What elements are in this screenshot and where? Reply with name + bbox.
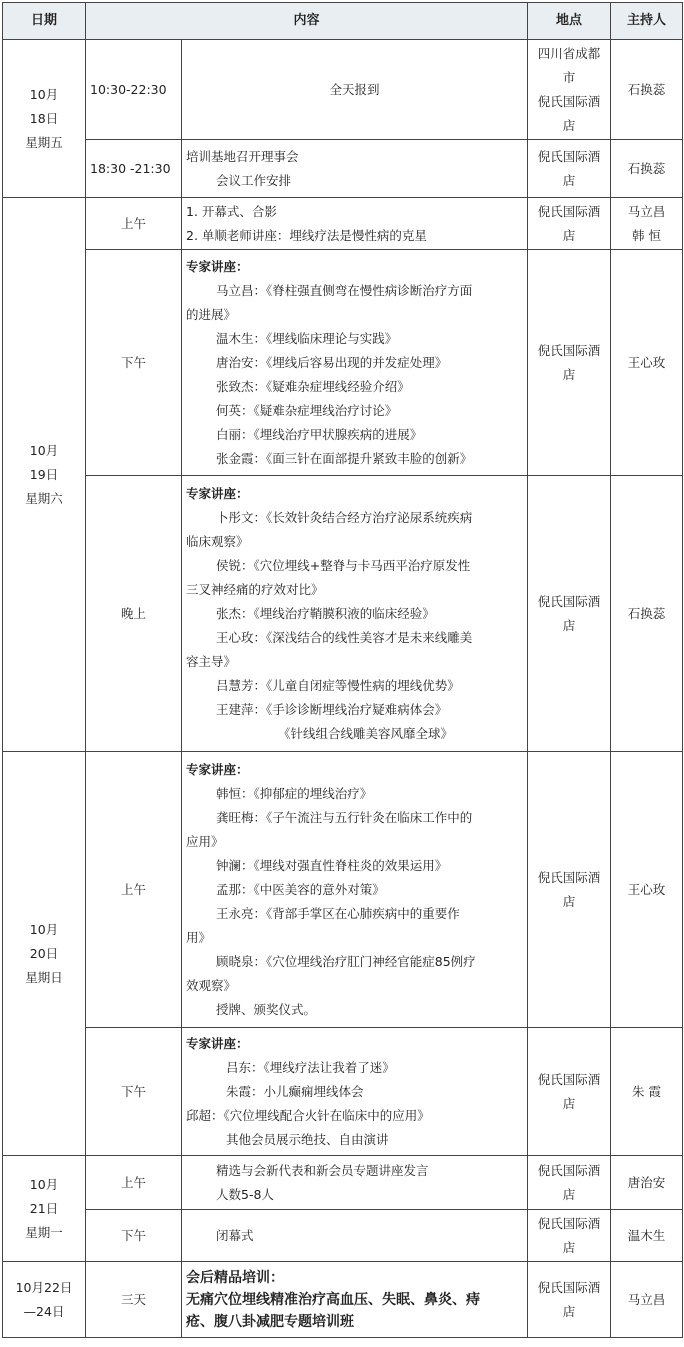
day1-row1-time: 10:30-22:30: [86, 40, 182, 140]
day1-row1-host: 石换蕊: [611, 40, 683, 140]
day1-row1-content: 全天报到: [182, 40, 528, 140]
day2-afternoon-location: 倪氏国际酒 店: [528, 250, 611, 476]
day3-afternoon-content: 专家讲座： 吕东：《埋线疗法让我着了迷》 朱霞：小儿癫痫埋线体会 邱超：《穴位埋线配合火针在临床中的应用》 其他会员展示绝技、自由演讲: [182, 1028, 528, 1156]
day2-afternoon-slot: 下午: [86, 250, 182, 476]
day4-afternoon-location: 倪氏国际酒 店: [528, 1210, 611, 1262]
day3-morning-row: [3, 752, 683, 1028]
day3-date: 10月 20日 星期日: [3, 752, 86, 1156]
day1-row2-content: 培训基地召开理事会 会议工作安排: [182, 140, 528, 198]
day3-afternoon-host: 朱 霞: [611, 1028, 683, 1156]
final-host: 马立昌: [611, 1262, 683, 1338]
day4-afternoon-host: 温木生: [611, 1210, 683, 1262]
header-row: [3, 3, 683, 40]
day4-afternoon-content: 闭幕式: [182, 1210, 528, 1262]
day2-morning-location: 倪氏国际酒 店: [528, 198, 611, 250]
day2-evening-content: 专家讲座： 卜彤文：《长效针灸结合经方治疗泌尿系统疾病 临床观察》 侯锐：《穴位埋线+整脊与卡马西平治疗原发性 三叉神经痛的疗效对比》 张杰：《埋线治疗鞘膜积液的临床经验》 王心玫：《深浅结合的线性美容才是未来线雕美 容主导》 吕慧芳：《儿童自闭症等慢性病的埋线优势》 王建萍：《手诊诊断埋线治疗疑难病体会》 《针线组合线雕美容风靡全球》: [182, 476, 528, 752]
header-host: 主持人: [611, 3, 683, 40]
day3-morning-content: 专家讲座： 韩恒：《抑郁症的埋线治疗》 龚旺梅：《子午流注与五行针灸在临床工作中的 应用》 钟澜：《埋线对强直性脊柱炎的效果运用》 孟那：《中医美容的意外对策》 王永亮：《背部手掌区在心肺疾病中的重要作 用》 顾晓泉：《穴位埋线治疗肛门神经官能症85例疗 效观察》 授牌、颁奖仪式。: [182, 752, 528, 1028]
header-content: 内容: [86, 3, 528, 40]
day3-afternoon-row: [3, 1028, 683, 1156]
day4-morning-row: [3, 1156, 683, 1210]
day1-row2-host: 石换蕊: [611, 140, 683, 198]
day4-afternoon-row: [3, 1210, 683, 1262]
day4-morning-location: 倪氏国际酒 店: [528, 1156, 611, 1210]
header-date: 日期: [3, 3, 86, 40]
day1-row2: [3, 140, 683, 198]
day4-date: 10月 21日 星期一: [3, 1156, 86, 1262]
day2-afternoon-row: [3, 250, 683, 476]
day2-afternoon-host: 王心玫: [611, 250, 683, 476]
day2-morning-row: [3, 198, 683, 250]
day3-morning-location: 倪氏国际酒 店: [528, 752, 611, 1028]
day3-afternoon-slot: 下午: [86, 1028, 182, 1156]
day1-row1: [3, 40, 683, 140]
day2-date: 10月 19日 星期六: [3, 198, 86, 752]
day4-morning-content: 精选与会新代表和新会员专题讲座发言 人数5-8人: [182, 1156, 528, 1210]
day1-date: 10月 18日 星期五: [3, 40, 86, 198]
header-location: 地点: [528, 3, 611, 40]
day2-evening-location: 倪氏国际酒 店: [528, 476, 611, 752]
day1-row2-time: 18:30 -21:30: [86, 140, 182, 198]
day1-row1-location: 四川省成都 市 倪氏国际酒 店: [528, 40, 611, 140]
day2-morning-content: 1. 开幕式、合影 2. 单顺老师讲座：埋线疗法是慢性病的克星: [182, 198, 528, 250]
day1-row2-location: 倪氏国际酒 店: [528, 140, 611, 198]
day2-afternoon-content: 专家讲座： 马立昌：《脊柱强直侧弯在慢性病诊断治疗方面 的进展》 温木生：《埋线临床理论与实践》 唐治安：《埋线后容易出现的并发症处理》 张致杰：《疑难杂症埋线经验介绍》 何英：《疑难杂症埋线治疗讨论》 白丽：《埋线治疗甲状腺疾病的进展》 张金霞：《面三针在面部提升紧致丰脸的创新》: [182, 250, 528, 476]
day3-morning-host: 王心玫: [611, 752, 683, 1028]
day3-afternoon-location: 倪氏国际酒 店: [528, 1028, 611, 1156]
day2-evening-row: [3, 476, 683, 752]
day3-morning-slot: 上午: [86, 752, 182, 1028]
day2-evening-host: 石换蕊: [611, 476, 683, 752]
day4-morning-slot: 上午: [86, 1156, 182, 1210]
schedule-table: [2, 2, 683, 1338]
final-date: 10月22日 —24日: [3, 1262, 86, 1338]
day4-afternoon-slot: 下午: [86, 1210, 182, 1262]
final-content: 会后精品培训： 无痛穴位埋线精准治疗高血压、失眠、鼻炎、痔 疮、腹八卦减肥专题培训班: [182, 1262, 528, 1338]
day2-morning-host: 马立昌 韩 恒: [611, 198, 683, 250]
final-row: [3, 1262, 683, 1338]
day2-morning-slot: 上午: [86, 198, 182, 250]
final-slot: 三天: [86, 1262, 182, 1338]
day4-morning-host: 唐治安: [611, 1156, 683, 1210]
day2-evening-slot: 晚上: [86, 476, 182, 752]
final-location: 倪氏国际酒 店: [528, 1262, 611, 1338]
